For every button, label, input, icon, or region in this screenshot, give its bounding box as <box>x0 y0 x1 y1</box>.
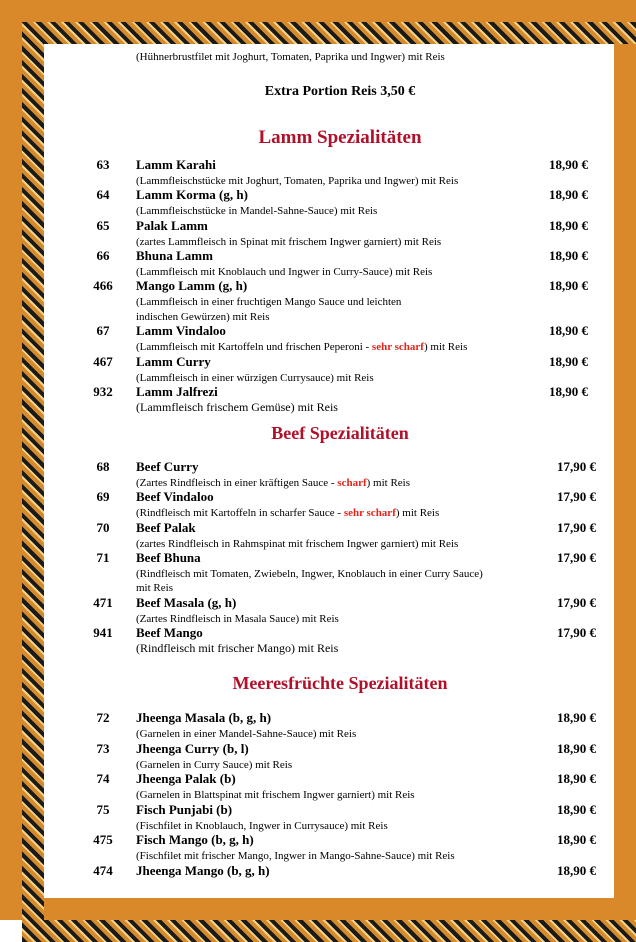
item-description: (Zartes Rindfleisch in Masala Sauce) mit Reis <box>136 613 339 625</box>
item-price: 18,90 € <box>549 384 588 399</box>
item-price: 17,90 € <box>557 550 596 565</box>
item-description: (Garnelen in Curry Sauce) mit Reis <box>136 759 293 771</box>
item-description: (Garnelen in einer Mandel-Sahne-Sauce) mit Reis <box>136 728 357 740</box>
item-number: 71 <box>96 550 110 565</box>
item-number: 73 <box>96 741 110 756</box>
item-name: Lamm Karahi <box>136 157 216 172</box>
spicy-label: sehr scharf <box>371 341 424 353</box>
item-number: 474 <box>93 863 113 878</box>
item-price: 18,90 € <box>549 354 588 369</box>
item-description-line2: mit Reis <box>136 582 173 594</box>
item-name: Lamm Korma (g, h) <box>136 187 248 202</box>
item-description-line2: indischen Gewürzen) mit Reis <box>136 311 270 323</box>
item-name: Jheenga Masala (b, g, h) <box>136 710 272 725</box>
item-price: 18,90 € <box>557 863 596 878</box>
item-description: (Lammfleisch in einer fruchtigen Mango Sauce und leichten <box>136 296 402 308</box>
item-number: 466 <box>93 278 113 293</box>
item-price: 17,90 € <box>557 459 596 474</box>
item-name: Beef Palak <box>136 520 196 535</box>
item-price: 18,90 € <box>557 832 596 847</box>
item-description: (Fischfilet mit frischer Mango, Ingwer in Mango-Sahne-Sauce) mit Reis <box>136 850 455 862</box>
item-name: Beef Bhuna <box>136 550 201 565</box>
section-title-beef: Beef Spezialitäten <box>271 423 409 443</box>
item-name: Jheenga Palak (b) <box>136 771 236 786</box>
item-name: Beef Curry <box>136 459 199 474</box>
item-number: 932 <box>93 384 113 399</box>
item-name: Lamm Jalfrezi <box>136 384 218 399</box>
item-number: 67 <box>96 323 110 338</box>
item-description: (Lammfleisch in einer würzigen Currysauce) mit Reis <box>136 372 374 384</box>
item-price: 18,90 € <box>549 157 588 172</box>
item-name: Jheenga Curry (b, l) <box>136 741 249 756</box>
item-price: 18,90 € <box>549 323 588 338</box>
item-number: 65 <box>96 218 110 233</box>
item-name: Lamm Curry <box>136 354 211 369</box>
item-number: 64 <box>96 187 110 202</box>
previous-item-description: (Hühnerbrustfilet mit Joghurt, Tomaten, Paprika und Ingwer) mit Reis <box>136 51 445 63</box>
item-description: (Fischfilet in Knoblauch, Ingwer in Currysauce) mit Reis <box>136 820 388 832</box>
item-price: 18,90 € <box>549 187 588 202</box>
item-description: (Lammfleisch mit Kartoffeln und frischen Peperoni - sehr scharf) mit Reis <box>136 341 468 353</box>
section-title-lamm: Lamm Spezialitäten <box>258 127 422 148</box>
item-number: 467 <box>93 354 113 369</box>
item-number: 471 <box>93 595 113 610</box>
item-price: 18,90 € <box>549 218 588 233</box>
menu-content <box>44 44 636 920</box>
item-name: Fisch Mango (b, g, h) <box>136 832 254 847</box>
item-name: Beef Vindaloo <box>136 489 214 504</box>
item-name: Lamm Vindaloo <box>136 323 226 338</box>
item-name: Beef Masala (g, h) <box>136 595 237 610</box>
item-number: 75 <box>96 802 110 817</box>
item-price: 18,90 € <box>549 248 588 263</box>
item-name: Bhuna Lamm <box>136 248 213 263</box>
item-number: 63 <box>96 157 110 172</box>
item-description: (Lammfleisch frischem Gemüse) mit Reis <box>136 400 338 414</box>
item-description: (Rindfleisch mit frischer Mango) mit Reis <box>136 641 339 655</box>
item-description: (zartes Lammfleisch in Spinat mit frischem Ingwer garniert) mit Reis <box>136 236 442 248</box>
item-name: Beef Mango <box>136 625 203 640</box>
item-description: (Lammfleischstücke mit Joghurt, Tomaten, Paprika und Ingwer) mit Reis <box>136 175 459 187</box>
item-price: 18,90 € <box>557 710 596 725</box>
item-name: Mango Lamm (g, h) <box>136 278 248 293</box>
item-number: 475 <box>93 832 113 847</box>
item-number: 66 <box>96 248 110 263</box>
spicy-label: sehr scharf <box>343 507 396 519</box>
item-number: 941 <box>93 625 113 640</box>
item-price: 17,90 € <box>557 520 596 535</box>
item-description: (Rindfleisch mit Tomaten, Zwiebeln, Ingwer, Knoblauch in einer Curry Sauce) <box>136 568 483 580</box>
item-price: 17,90 € <box>557 595 596 610</box>
item-price: 18,90 € <box>557 771 596 786</box>
item-price: 18,90 € <box>549 278 588 293</box>
item-name: Palak Lamm <box>136 218 208 233</box>
item-number: 68 <box>96 459 110 474</box>
item-price: 17,90 € <box>557 625 596 640</box>
item-description: (Lammfleisch mit Knoblauch und Ingwer in Curry-Sauce) mit Reis <box>136 266 433 278</box>
item-description: (zartes Rindfleisch in Rahmspinat mit frischem Ingwer garniert) mit Reis <box>136 538 459 550</box>
item-number: 69 <box>96 489 110 504</box>
extra-rice-note: Extra Portion Reis 3,50 € <box>264 84 416 99</box>
item-name: Jheenga Mango (b, g, h) <box>136 863 270 878</box>
section-title-seafood: Meeresfrüchte Spezialitäten <box>232 673 448 693</box>
item-price: 17,90 € <box>557 489 596 504</box>
item-number: 74 <box>96 771 110 786</box>
item-name: Fisch Punjabi (b) <box>136 802 233 817</box>
item-price: 18,90 € <box>557 802 596 817</box>
item-description: (Rindfleisch mit Kartoffeln in scharfer Sauce - sehr scharf) mit Reis <box>136 507 440 519</box>
item-number: 72 <box>96 710 110 725</box>
item-description: (Lammfleischstücke in Mandel-Sahne-Sauce) mit Reis <box>136 205 378 217</box>
item-number: 70 <box>96 520 110 535</box>
item-price: 18,90 € <box>557 741 596 756</box>
item-description: (Zartes Rindfleisch in einer kräftigen Sauce - scharf) mit Reis <box>136 477 411 489</box>
spicy-label: scharf <box>337 477 367 489</box>
item-description: (Garnelen in Blattspinat mit frischem Ingwer garniert) mit Reis <box>136 789 415 801</box>
